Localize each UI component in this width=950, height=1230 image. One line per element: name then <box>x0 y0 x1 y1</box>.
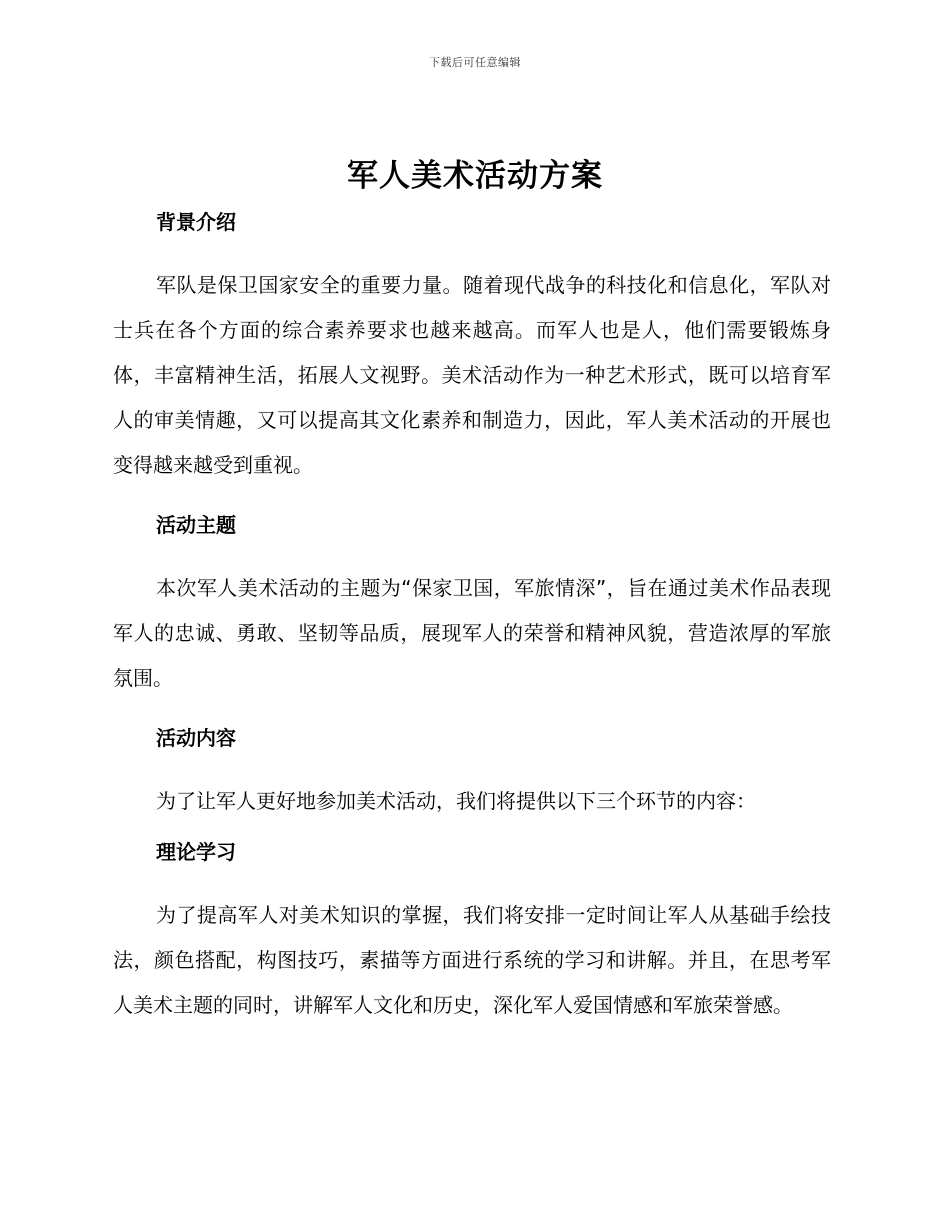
section-heading-theme: 活动主题 <box>156 513 236 537</box>
section-paragraph-background: 军队是保卫国家安全的重要力量。随着现代战争的科技化和信息化，军队对士兵在各个方面的综合素养要求也越来越高。而军人也是人，他们需要锻炼身体，丰富精神生活，拓展人文视野。美术活动作为一种艺术形式，既可以培育军人的审美情趣，又可以提高其文化素养和制造力，因此，军人美术活动的开展也变得越来越受到重视。 <box>113 273 831 477</box>
section-paragraph-theory: 为了提高军人对美术知识的掌握，我们将安排一定时间让军人从基础手绘技法，颜色搭配，构图技巧，素描等方面进行系统的学习和讲解。并且，在思考军人美术主题的同时，讲解军人文化和历史，深化军人爱国情感和军旅荣誉感。 <box>113 903 831 1017</box>
page-header-note: 下载后可任意编辑 <box>429 56 521 69</box>
section-paragraph-content: 为了让军人更好地参加美术活动，我们将提供以下三个环节的内容： <box>156 789 756 813</box>
section-paragraph-theme: 本次军人美术活动的主题为“保家卫国，军旅情深”，旨在通过美术作品表现军人的忠诚、勇敢、坚韧等品质，展现军人的荣誉和精神风貌，营造浓厚的军旅氛围。 <box>113 576 831 690</box>
document-title: 军人美术活动方案 <box>347 158 603 194</box>
section-heading-content: 活动内容 <box>156 726 236 750</box>
section-heading-background: 背景介绍 <box>156 210 236 234</box>
document-body <box>113 206 831 1028</box>
section-heading-theory: 理论学习 <box>156 840 236 864</box>
